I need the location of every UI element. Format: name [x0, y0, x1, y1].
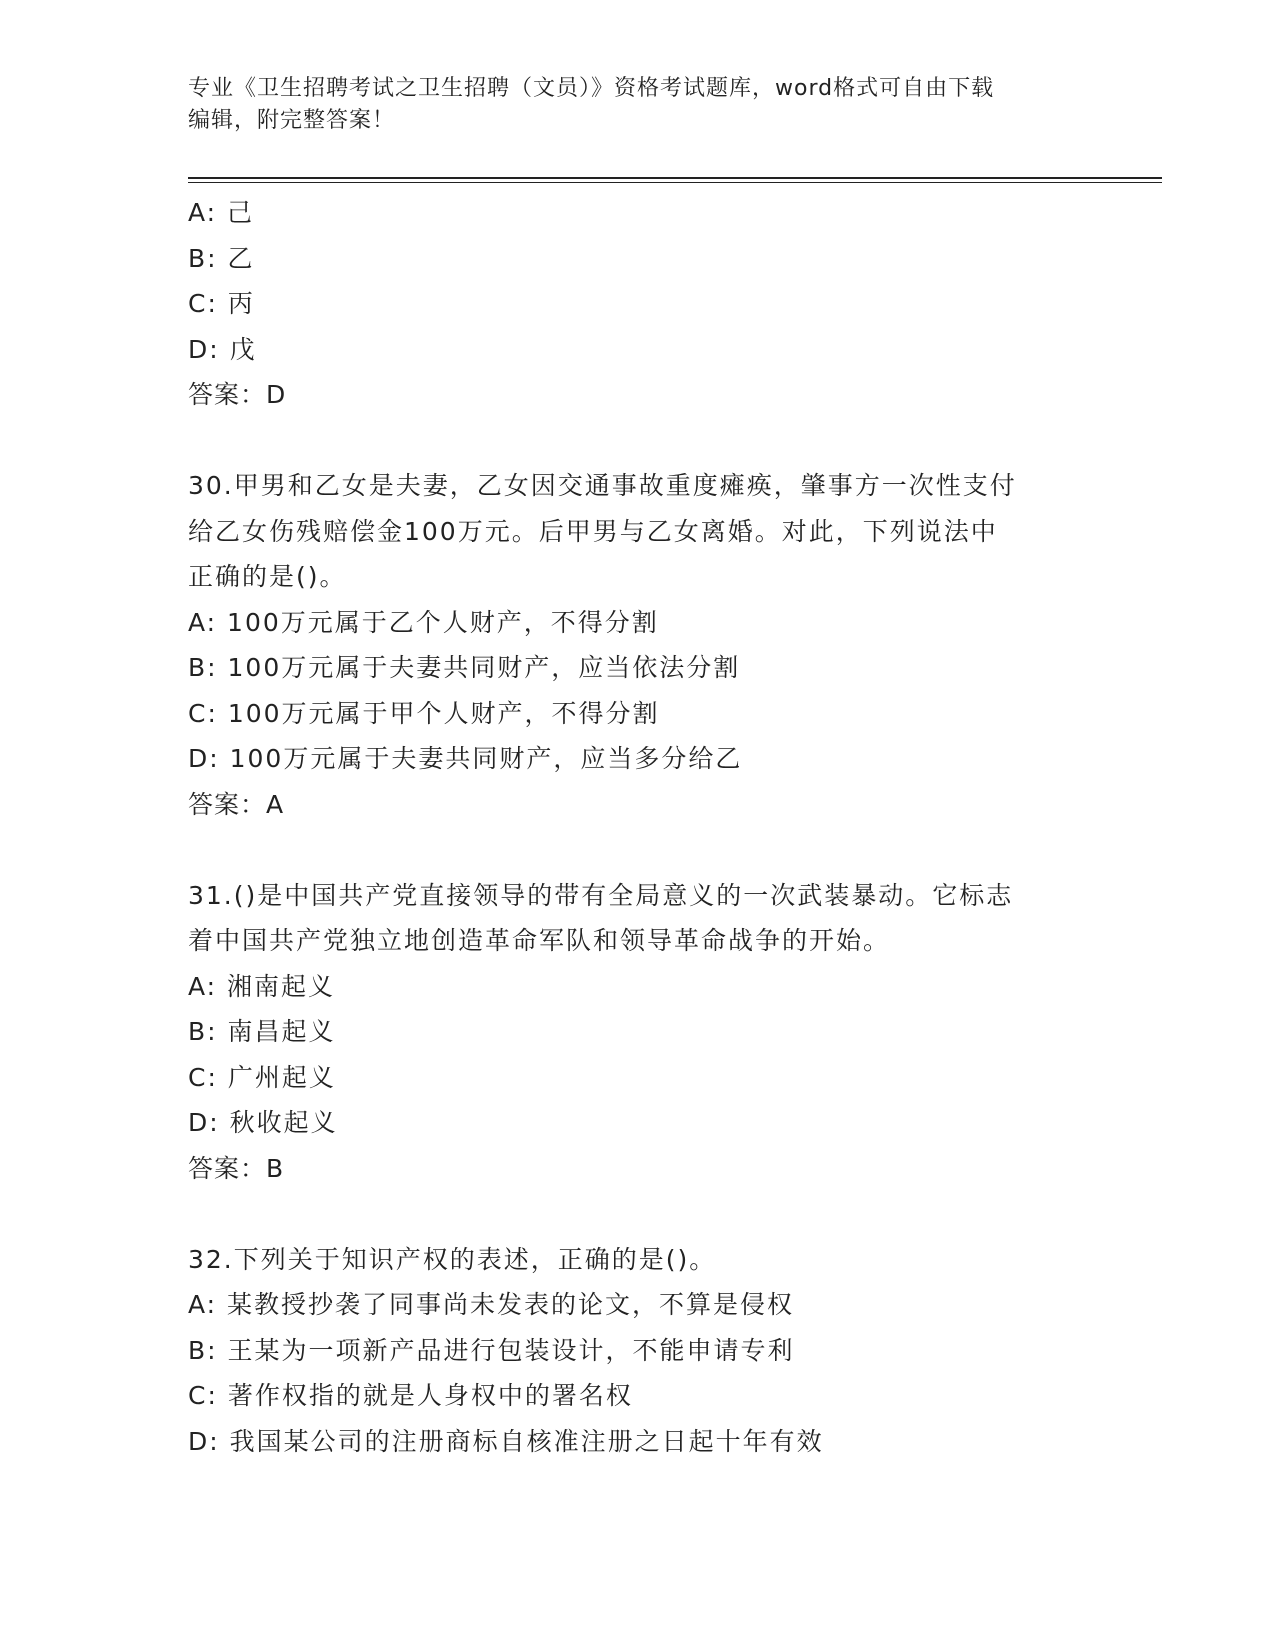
option-d: D: 戊 [188, 334, 257, 364]
question-block-32 [188, 1237, 1088, 1465]
option-b: B: 100万元属于夫妻共同财产，应当依法分割 [188, 653, 741, 682]
question-block-31 [188, 873, 1088, 1192]
question-spacer [188, 1191, 1088, 1237]
option-c: C: 广州起义 [188, 1062, 336, 1092]
option-a: A: 湘南起义 [188, 971, 336, 1001]
answer-line: 答案：D [188, 380, 287, 409]
option-b: B: 南昌起义 [188, 1017, 336, 1046]
option-a: A: 己 [188, 198, 255, 227]
header-line-2: 编辑，附完整答案！ [188, 108, 396, 133]
question-spacer [188, 827, 1088, 873]
option-b: B: 乙 [188, 243, 255, 273]
option-d: D: 秋收起义 [188, 1108, 338, 1137]
question-stem-line: 30.甲男和乙女是夫妻，乙女因交通事故重度瘫痪，肇事方一次性支付 [188, 471, 1017, 500]
question-list [188, 190, 1088, 1464]
option-b: B: 王某为一项新产品进行包装设计，不能申请专利 [188, 1335, 795, 1365]
option-c: C: 著作权指的就是人身权中的署名权 [188, 1381, 633, 1410]
question-stem-line: 32.下列关于知识产权的表述，正确的是()。 [188, 1244, 717, 1274]
header-divider-thin [188, 182, 1162, 183]
option-d: D: 我国某公司的注册商标自核准注册之日起十年有效 [188, 1426, 824, 1456]
question-block-30 [188, 463, 1088, 827]
document-header [188, 73, 1088, 137]
header-line-1: 专业《卫生招聘考试之卫生招聘（文员）》资格考试题库，word格式可自由下载 [188, 76, 995, 101]
option-a: A: 某教授抄袭了同事尚未发表的论文，不算是侵权 [188, 1290, 795, 1319]
option-a: A: 100万元属于乙个人财产，不得分割 [188, 607, 659, 637]
question-spacer [188, 418, 1088, 464]
question-stem-line: 着中国共产党独立地创造革命军队和领导革命战争的开始。 [188, 926, 891, 955]
option-d: D: 100万元属于夫妻共同财产，应当多分给乙 [188, 744, 743, 773]
answer-line: 答案：B [188, 1153, 285, 1183]
question-stem-line: 31.()是中国共产党直接领导的带有全局意义的一次武装暴动。它标志 [188, 880, 1014, 910]
option-c: C: 100万元属于甲个人财产，不得分割 [188, 698, 660, 728]
option-c: C: 丙 [188, 289, 255, 318]
header-divider-thick [188, 177, 1162, 179]
answer-line: 答案：A [188, 789, 285, 819]
question-block-29 [188, 190, 1088, 418]
question-stem-line: 给乙女伤残赔偿金100万元。后甲男与乙女离婚。对此，下列说法中 [188, 516, 998, 546]
question-stem-line: 正确的是()。 [188, 562, 347, 591]
